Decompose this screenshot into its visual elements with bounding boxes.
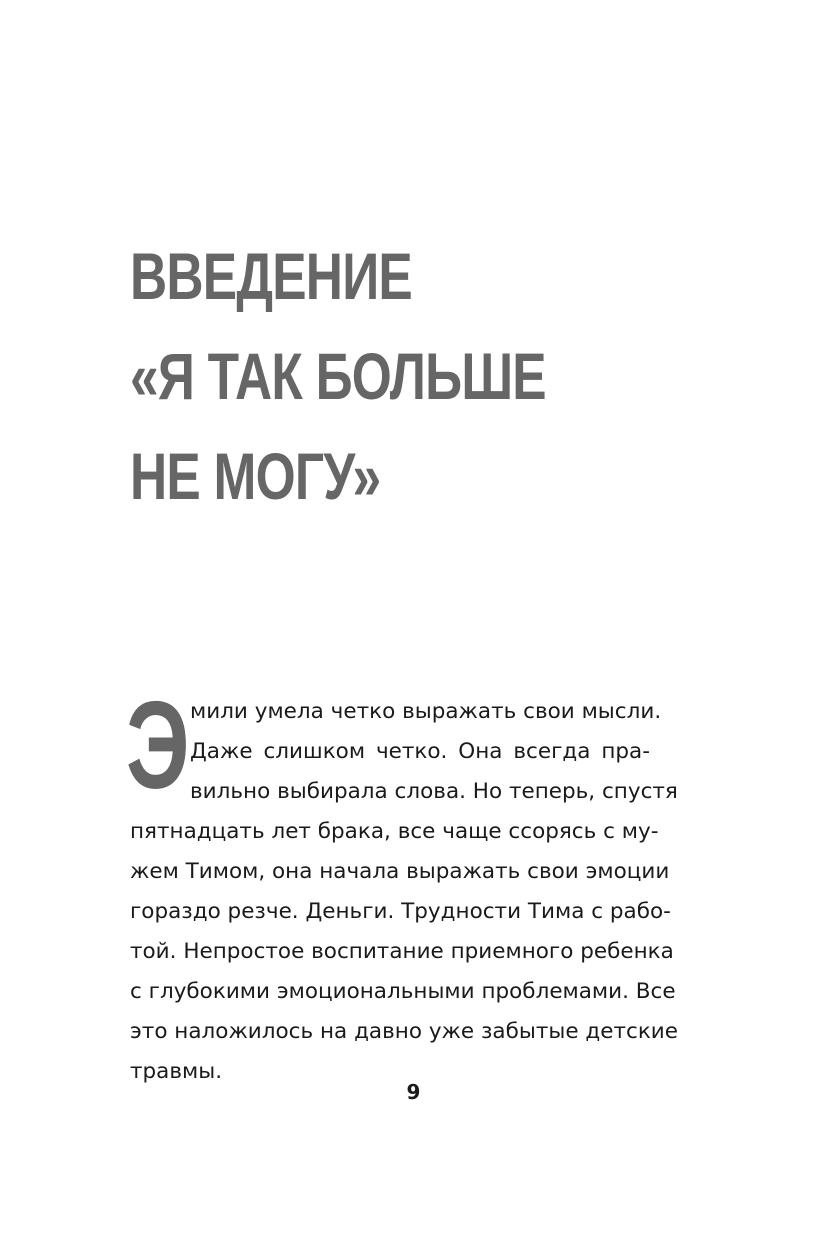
page-number: 9 xyxy=(406,1080,421,1104)
chapter-title xyxy=(130,226,546,526)
paragraph-line: гораздо резче. Деньги. Трудности Тима с рабо- xyxy=(130,899,671,924)
paragraph-line: той. Непростое воспитание приемного ребенка xyxy=(130,939,674,964)
paragraph-line: пятнадцать лет брака, все чаще ссорясь с му- xyxy=(130,819,659,844)
chapter-title-line-3: НЕ МОГУ» xyxy=(130,439,381,513)
paragraph-line: травмы. xyxy=(130,1059,223,1084)
paragraph-line: мили умела четко выражать свои мысли. xyxy=(190,699,662,724)
paragraph-line: жем Тимом, она начала выражать свои эмоции xyxy=(130,859,670,884)
drop-cap: Э xyxy=(126,677,190,815)
chapter-title-line-2: «Я ТАК БОЛЬШЕ xyxy=(130,339,546,413)
chapter-title-line-1: ВВЕДЕНИЕ xyxy=(130,239,412,313)
paragraph-line: вильно выбирала слова. Но теперь, спустя xyxy=(190,779,678,804)
paragraph-line: это наложилось на давно уже забытые детские xyxy=(130,1019,679,1044)
paragraph-line: Даже слишком четко. Она всегда пра- xyxy=(190,739,650,764)
paragraph-line: с глубокими эмоциональными проблемами. Все xyxy=(130,979,676,1004)
body-paragraph xyxy=(126,677,679,1092)
